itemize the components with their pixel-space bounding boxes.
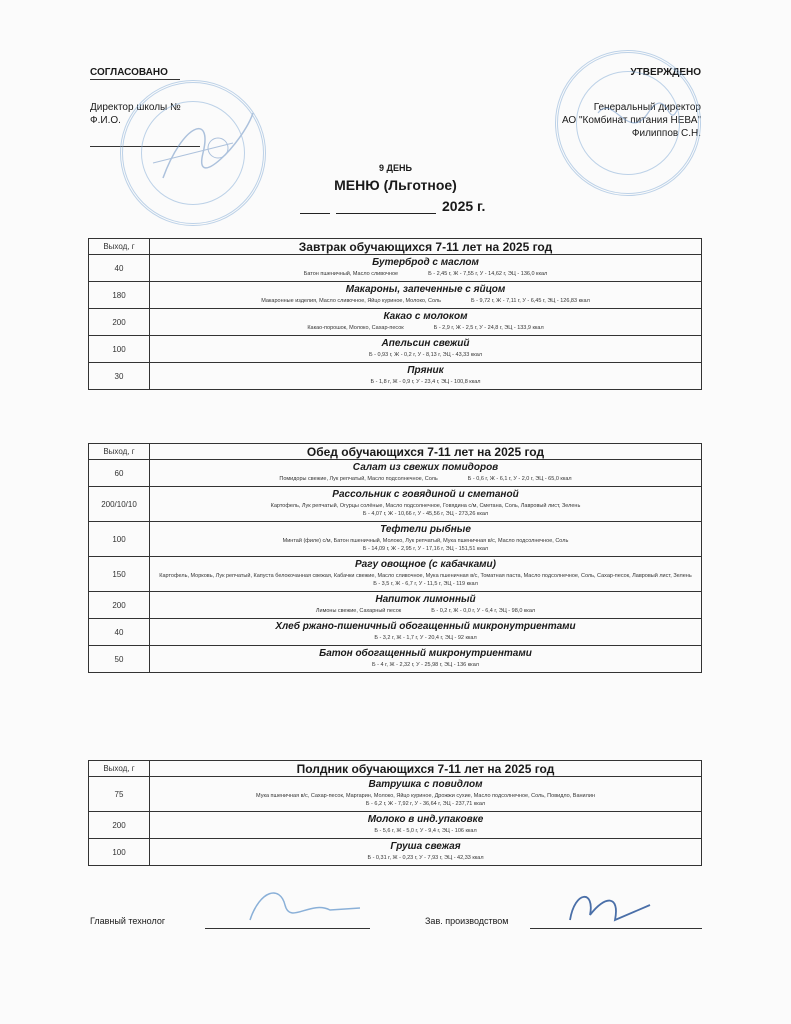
section-title: Обед обучающихся 7-11 лет на 2025 год [150,444,702,460]
dish-name: Молоко в инд.упаковке [367,814,484,825]
table-row [89,646,702,673]
company-label: АО "Комбинат питания НЕВА" [561,115,701,126]
dish-name: Бутерброд с маслом [372,257,479,268]
nutrition: Б - 3,5 г, Ж - 6,7 г, У - 11,5 г, ЭЦ - 119 ккал [373,581,478,587]
dish-composition [150,473,701,486]
dish-cell [150,839,702,866]
table-row [89,592,702,619]
dish-cell [150,646,702,673]
dish-composition [150,659,701,672]
page-title: МЕНЮ (Льготное) [334,177,457,193]
dish-composition [150,535,701,556]
table-row [89,336,702,363]
school-stamp [120,80,266,226]
output-col-header: Выход, г [89,239,150,255]
nutrition: Б - 2,45 г, Ж - 7,55 г, У - 14,62 г, ЭЦ - 136,0 ккал [428,271,548,277]
dish-composition [150,570,701,591]
dish-composition [150,852,701,865]
ingredients: Картофель, Лук репчатый, Огурцы солёные, Масло подсолнечное, Говядина с/м, Сметана, Соль, Лавровый лист, Зелень [270,503,581,509]
dish-cell [150,336,702,363]
dish-composition [150,790,701,811]
gen-director-label: Генеральный директор [593,102,701,113]
section-title: Полдник обучающихся 7-11 лет на 2025 год [150,761,702,777]
dish-cell [150,557,702,592]
approved-label: УТВЕРЖДЕНО [630,67,701,78]
table-row [89,619,702,646]
day-number: 9 ДЕНЬ [379,163,412,173]
table-row [89,557,702,592]
output-weight: 100 [89,336,150,363]
table-row [89,487,702,522]
dish-composition [150,295,701,308]
dish-composition [150,268,701,281]
menu-section-table [88,443,702,673]
dish-cell [150,460,702,487]
table-row [89,839,702,866]
output-weight: 75 [89,777,150,812]
dish-cell [150,309,702,336]
dish-composition [150,825,701,838]
output-weight: 50 [89,646,150,673]
dish-cell [150,522,702,557]
dish-name: Напиток лимонный [375,594,476,605]
dish-name: Пряник [407,365,444,376]
dish-cell [150,487,702,522]
output-weight: 200/10/10 [89,487,150,522]
dish-cell [150,619,702,646]
dish-composition [150,322,701,335]
table-header-row [89,239,702,255]
nutrition: Б - 4 г, Ж - 2,32 г, У - 25,98 г, ЭЦ - 136 ккал [372,662,479,668]
divider [90,79,180,80]
director-name: Филиппов С.Н. [631,128,701,139]
output-weight: 180 [89,282,150,309]
output-weight: 200 [89,812,150,839]
ingredients: Батон пшеничный, Масло сливочное [303,271,399,277]
production-signature-icon [560,885,660,935]
dish-name: Какао с молоком [383,311,468,322]
dish-cell [150,777,702,812]
dish-name: Хлеб ржано-пшеничный обогащенный микронутриентами [275,621,576,632]
fio-label: Ф.И.О. [90,115,121,126]
menu-section-table [88,238,702,390]
agreed-label: СОГЛАСОВАНО [90,67,168,78]
output-col-header: Выход, г [89,761,150,777]
nutrition: Б - 0,2 г, Ж - 0,0 г, У - 6,4 г, ЭЦ - 98,0 ккал [431,608,536,614]
output-weight: 30 [89,363,150,390]
table-row [89,460,702,487]
production-head-label: Зав. производством [425,916,509,926]
nutrition: Б - 14,09 г, Ж - 2,95 г, У - 17,16 г, ЭЦ - 151,51 ккал [362,546,489,552]
table-row [89,255,702,282]
table-header-row [89,444,702,460]
table-row [89,812,702,839]
ingredients: Какао-порошок, Молоко, Сахар-песок [307,325,404,331]
dish-name: Груша свежая [390,841,461,852]
output-weight: 40 [89,619,150,646]
dish-composition [150,349,701,362]
year-label: 2025 г. [442,198,486,214]
dish-name: Салат из свежих помидоров [352,462,499,473]
dish-name: Батон обогащенный микронутриентами [319,648,532,659]
dish-cell [150,592,702,619]
table-row [89,522,702,557]
date-line [300,196,560,216]
company-stamp [555,50,701,196]
nutrition: Б - 0,6 г, Ж - 6,1 г, У - 2,0 г, ЭЦ - 65,0 ккал [467,476,572,482]
nutrition: Б - 6,2 г, Ж - 7,92 г, У - 36,64 г, ЭЦ - 237,71 ккал [365,801,486,807]
nutrition: Б - 9,72 г, Ж - 7,11 г, У - 6,45 г, ЭЦ - 126,83 ккал [471,298,590,304]
ingredients: Мука пшеничная в/с, Сахар-песок, Маргарин, Молоко, Яйцо куриное, Дрожжи сухие, Масло подсолнечное, Соль, Повидло, Ванилин [256,793,595,799]
chief-technologist-label: Главный технолог [90,916,166,926]
menu-section-table [88,760,702,866]
dish-name: Макароны, запеченные с яйцом [345,284,506,295]
dish-name: Рагу овощное (с кабачками) [355,559,496,570]
table-row [89,363,702,390]
nutrition: Б - 5,6 г, Ж - 5,0 г, У - 9,4 г, ЭЦ - 106 ккал [374,828,477,834]
dish-composition [150,500,701,521]
dish-composition [150,605,701,618]
ingredients: Лимоны свежие, Сахарный песок [315,608,402,614]
table-row [89,282,702,309]
output-weight: 60 [89,460,150,487]
table-header-row [89,761,702,777]
ingredients: Макаронные изделия, Масло сливочное, Яйцо куриное, Молоко, Соль [261,298,442,304]
dish-cell [150,812,702,839]
output-col-header: Выход, г [89,444,150,460]
ingredients: Картофель, Морковь, Лук репчатый, Капуста белокочанная свежая, Кабачки свежие, Масло сливочное, Мука пшеничная в/с, Томатная паста, Масло подсолнечное, Соль, Сахар-песок, Лавровый лист, Зелень [159,573,692,579]
nutrition: Б - 1,8 г, Ж - 0,9 г, У - 23,4 г, ЭЦ - 100,8 ккал [370,379,481,385]
nutrition: Б - 0,31 г, Ж - 0,23 г, У - 7,93 г, ЭЦ - 42,33 ккал [367,855,484,861]
dish-name: Ватрушка с повидлом [368,779,483,790]
nutrition: Б - 2,9 г, Ж - 2,5 г, У - 24,8 г, ЭЦ - 133,9 ккал [433,325,544,331]
section-title: Завтрак обучающихся 7-11 лет на 2025 год [150,239,702,255]
dish-name: Апельсин свежий [381,338,470,349]
table-row [89,777,702,812]
output-weight: 150 [89,557,150,592]
dish-composition [150,376,701,389]
ingredients: Минтай (филе) с/м, Батон пшеничный, Молоко, Лук репчатый, Мука пшеничная в/с, Масло подсолнечное, Соль [282,538,569,544]
dish-cell [150,255,702,282]
dish-name: Рассольник с говядиной и сметаной [332,489,519,500]
output-weight: 200 [89,592,150,619]
output-weight: 40 [89,255,150,282]
dish-cell [150,363,702,390]
dish-name: Тефтели рыбные [380,524,471,535]
dish-composition [150,632,701,645]
signature-scribble-icon [123,83,263,223]
nutrition: Б - 0,93 г, Ж - 0,2 г, У - 8,13 г, ЭЦ - 43,33 ккал [368,352,483,358]
technologist-signature-icon [240,880,370,930]
nutrition: Б - 3,2 г, Ж - 1,7 г, У - 20,4 г, ЭЦ - 92 ккал [374,635,477,641]
output-weight: 100 [89,522,150,557]
ingredients: Помидоры свежие, Лук репчатый, Масло подсолнечное, Соль [279,476,438,482]
table-row [89,309,702,336]
dish-cell [150,282,702,309]
nutrition: Б - 4,07 г, Ж - 10,66 г, У - 45,56 г, ЭЦ - 273,26 ккал [362,511,489,517]
output-weight: 200 [89,309,150,336]
output-weight: 100 [89,839,150,866]
director-label: Директор школы № [90,102,181,113]
